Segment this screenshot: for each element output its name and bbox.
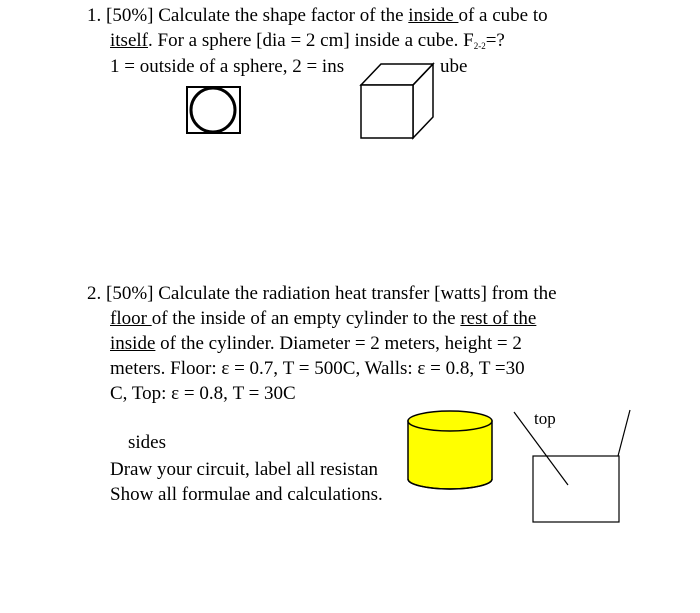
q1-text-2: . For a sphere [dia = 2 cm] inside a cube. F	[148, 30, 474, 51]
top-label: top	[534, 409, 556, 428]
q1-text-1: [50%] Calculate the shape factor of the	[106, 5, 409, 26]
instruction-line-1: Draw your circuit, label all resistan	[110, 459, 379, 480]
cube-figure	[355, 60, 445, 142]
q1-text-3b: ube	[440, 56, 468, 77]
cube-front-face	[361, 85, 413, 138]
surface-box	[533, 456, 619, 522]
q1-number: 1.	[87, 5, 102, 26]
q2-text-3: of the cylinder. Diameter = 2 meters, height = 2	[155, 333, 522, 354]
sphere-in-square-figure	[182, 84, 242, 136]
q1-text-3a: 1 = outside of a sphere, 2 = ins	[110, 56, 345, 77]
square-outline	[187, 87, 240, 133]
q1-itself-underlined: itself	[110, 30, 148, 51]
diagonal-line	[514, 412, 568, 485]
q2-text-4: meters. Floor: ε = 0.7, T = 500C, Walls: ε = 0.8, T =30	[110, 358, 525, 379]
q1-text-1b: of a cube to	[458, 5, 548, 26]
q2-text-2: of the inside of an empty cylinder to the	[151, 308, 461, 329]
q2-number: 2.	[87, 283, 102, 304]
instruction-line-2: Show all formulae and calculations.	[110, 484, 383, 505]
q2-inside-underlined: inside	[110, 333, 156, 354]
sphere-circle	[191, 88, 235, 132]
q1-subscript: 2-2	[473, 41, 486, 51]
q1-text-2b: =?	[485, 30, 505, 51]
q2-floor-underlined: floor	[110, 308, 152, 329]
q2-line-1	[87, 283, 557, 305]
q2-line-4	[110, 358, 525, 380]
q2-line-2	[110, 308, 536, 330]
sides-label: sides	[128, 432, 166, 453]
q1-inside-underlined: inside	[408, 5, 459, 26]
q1-line-2	[110, 30, 505, 57]
cylinder-figure	[400, 405, 500, 495]
q1-line-3	[110, 56, 344, 78]
q2-line-3	[110, 333, 522, 355]
q2-rest-underlined: rest of the	[460, 308, 537, 329]
cube-side-face	[413, 64, 433, 138]
q2-text-1: [50%] Calculate the radiation heat transfer [watts] from the	[106, 283, 557, 304]
cylinder-top-ellipse	[408, 411, 492, 431]
surfaces-sketch-figure	[500, 400, 640, 530]
q1-line-1	[87, 5, 548, 27]
slanted-line	[618, 410, 630, 456]
q2-text-5: C, Top: ε = 0.8, T = 30C	[110, 383, 296, 404]
q2-line-5	[110, 383, 296, 405]
